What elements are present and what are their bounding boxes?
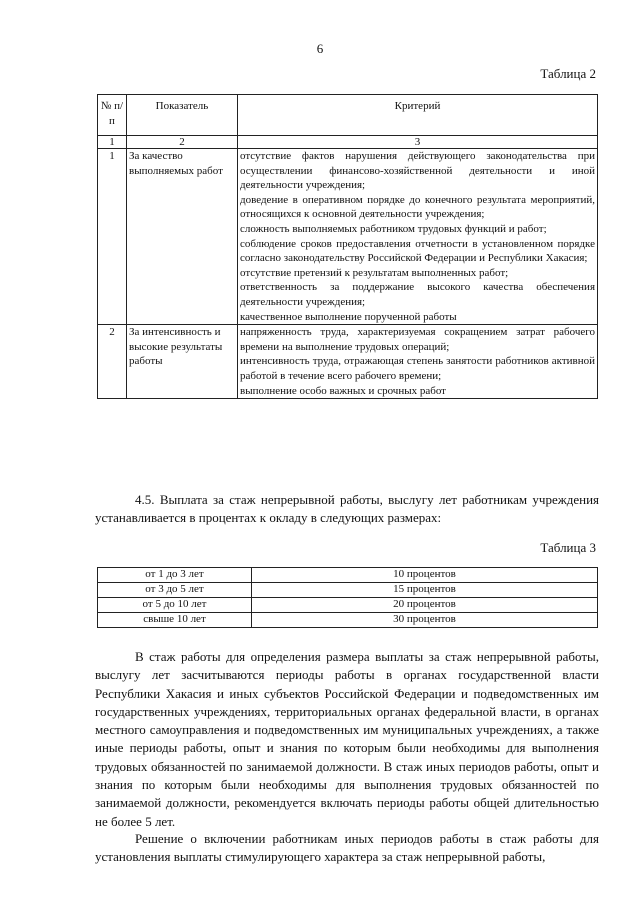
criterion-item: качественное выполнение порученной работы xyxy=(240,310,457,323)
table2-header-row xyxy=(98,95,598,136)
period-cell: свыше 10 лет xyxy=(98,613,252,628)
row-number: 1 xyxy=(98,149,127,325)
row-criteria xyxy=(238,325,598,399)
column-number: 3 xyxy=(238,136,598,149)
percent-cell: 30 процентов xyxy=(252,613,598,628)
row-number: 2 xyxy=(98,325,127,399)
table2-criteria xyxy=(97,94,598,399)
header-criterion: Критерий xyxy=(238,95,598,136)
table-row xyxy=(98,613,598,628)
percent-cell: 15 процентов xyxy=(252,583,598,598)
row-criteria xyxy=(238,149,598,325)
percent-cell: 20 процентов xyxy=(252,598,598,613)
criterion-item: соблюдение сроков предоставления отчетности в установленном порядке согласно законодательству Российской Федерации и Республики Хакасия; xyxy=(240,237,595,265)
row-indicator: За интенсивность и высокие результаты работы xyxy=(127,325,238,399)
table3-caption: Таблица 3 xyxy=(540,540,596,555)
header-number: № п/п xyxy=(98,95,127,136)
criterion-item: сложность выполняемых работником трудовых функций и работ; xyxy=(240,222,547,235)
period-cell: от 3 до 5 лет xyxy=(98,583,252,598)
column-number: 2 xyxy=(127,136,238,149)
table-row xyxy=(98,598,598,613)
table-row xyxy=(98,568,598,583)
criterion-item: ответственность за поддержание высокого качества обеспечения деятельности учреждения; xyxy=(240,281,595,308)
percent-cell: 10 процентов xyxy=(252,568,598,583)
criterion-item: доведение в оперативном порядке до конечного результата мероприятий, относящихся к основной деятельности учреждения; xyxy=(240,193,595,221)
table3-seniority xyxy=(97,567,598,628)
period-cell: от 1 до 3 лет xyxy=(98,568,252,583)
paragraph-seniority-periods: В стаж работы для определения размера выплаты за стаж непрерывной работы, выслугу лет засчитываются периоды работы в органах государственной власти Республики Хакасия и иных субъектов Российской Федерации и подведомственных им государственных учреждениях, территориальных органах федеральной власти, в органах местного самоуправления и подведомственных им муниципальных учреждениях, а также иные периоды работы, опыт и знания по которым были необходимы для выполнения трудовых обязанностей по занимаемой должности. В стаж иных периодов работы, опыт и знания по которым были необходимы для выполнения трудовых обязанностей по занимаемой должности, рекомендуется включать периоды работы общей длительностью не более 5 лет. xyxy=(95,649,599,829)
table2-column-numbers-row xyxy=(98,136,598,149)
paragraph-4-5: 4.5. Выплата за стаж непрерывной работы, выслугу лет работникам учреждения устанавливается в процентах к окладу в следующих размерах: xyxy=(95,492,599,526)
table-row xyxy=(98,325,598,399)
criterion-item: интенсивность труда, отражающая степень занятости работников активной работой в течение всего рабочего времени; xyxy=(240,355,595,382)
table2-caption: Таблица 2 xyxy=(540,66,596,81)
table-row xyxy=(98,583,598,598)
row-indicator: За качество выполняемых работ xyxy=(127,149,238,325)
period-cell: от 5 до 10 лет xyxy=(98,598,252,613)
column-number: 1 xyxy=(98,136,127,149)
criterion-item: напряженность труда, характеризуемая сокращением затрат рабочего времени на выполнение трудовых операций; xyxy=(240,326,595,353)
table-row xyxy=(98,149,598,325)
criterion-item: отсутствие фактов нарушения действующего законодательства при осуществлении финансово-хозяйственной деятельности и иной деятельности учреждения; xyxy=(240,150,595,192)
paragraph-decision: Решение о включении работникам иных периодов работы в стаж работы для установления выплаты стимулирующего характера за стаж непрерывной работы, xyxy=(95,831,599,865)
page-number: 6 xyxy=(316,41,324,56)
header-indicator: Показатель xyxy=(127,95,238,136)
criterion-item: выполнение особо важных и срочных работ xyxy=(240,384,446,397)
criterion-item: отсутствие претензий к результатам выполненных работ; xyxy=(240,266,509,279)
